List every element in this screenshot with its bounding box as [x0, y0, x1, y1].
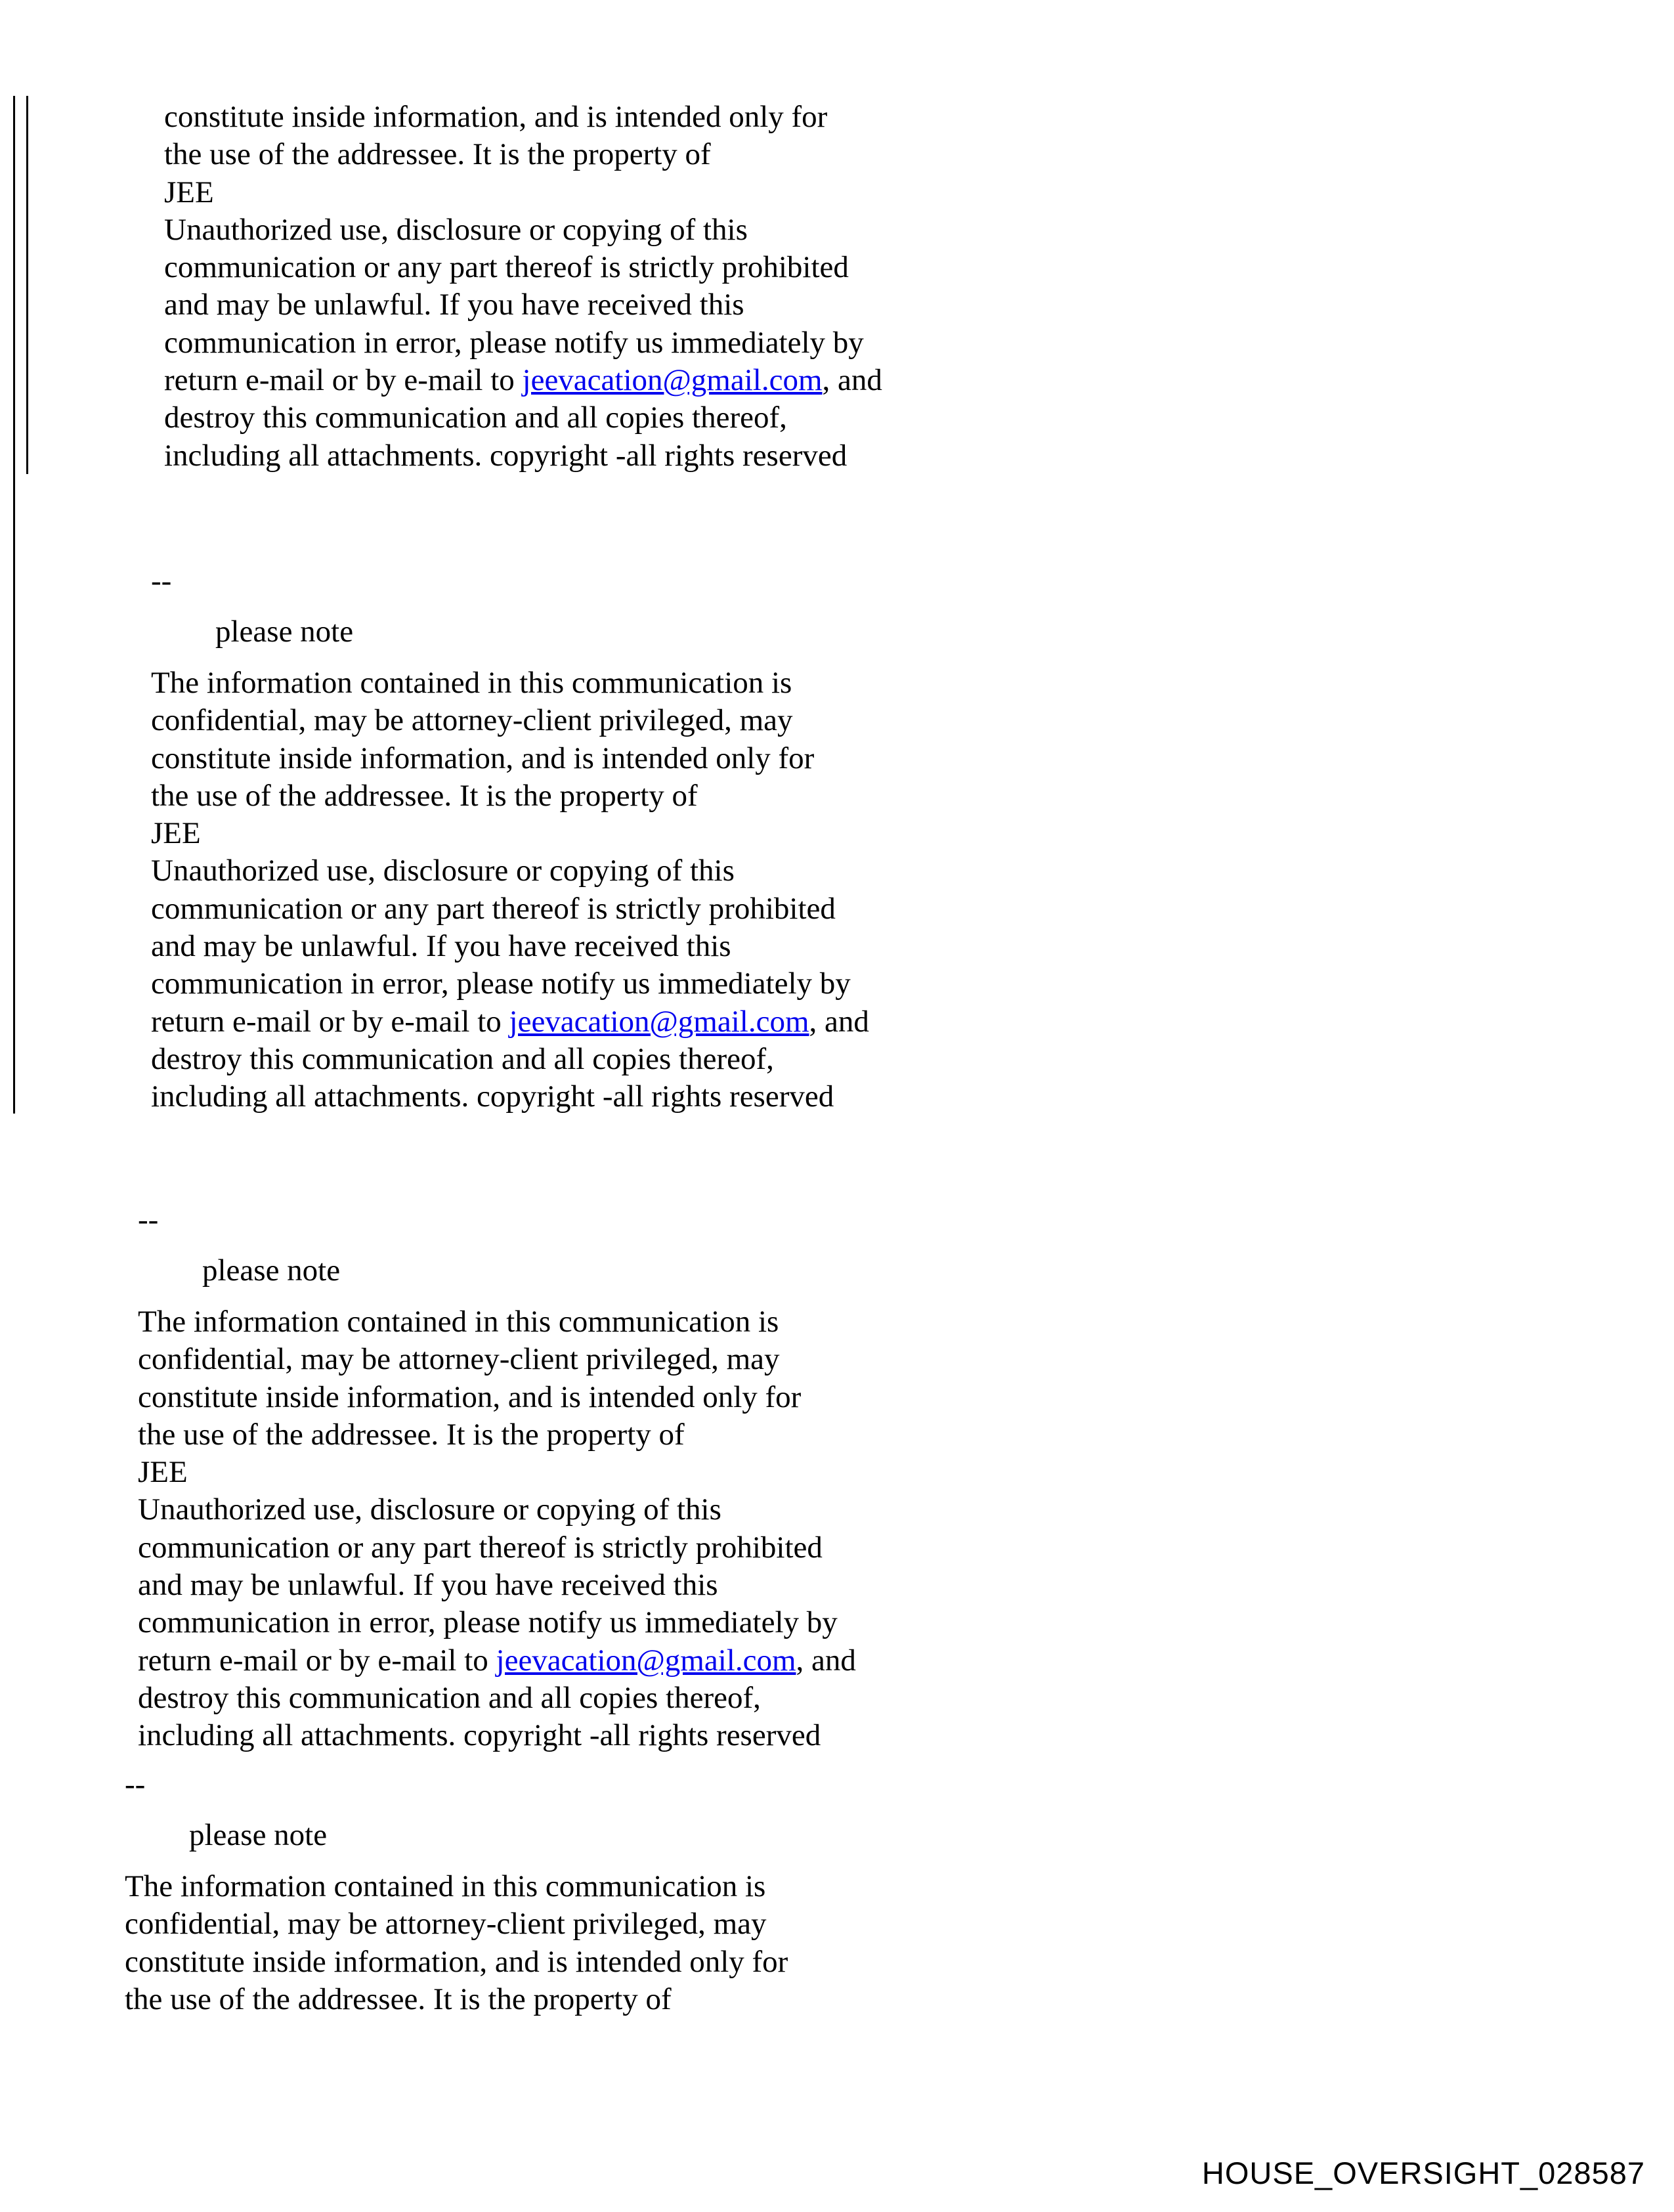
please-note-heading: please note	[202, 1253, 341, 1288]
please-note-heading: please note	[215, 615, 354, 649]
signature-separator: --	[138, 1203, 159, 1237]
disclaimer-line: The information contained in this communication is	[125, 1869, 766, 1903]
disclaimer-line: confidential, may be attorney-client privileged, may	[151, 703, 793, 738]
disclaimer-line: JEE	[151, 816, 201, 851]
disclaimer-line: confidential, may be attorney-client privileged, may	[125, 1907, 767, 1941]
disclaimer-line: destroy this communication and all copies thereof,	[151, 1041, 774, 1076]
disclaimer-line: the use of the addressee. It is the property of	[125, 1982, 672, 2016]
quote-bar-inner	[26, 96, 28, 474]
return-email-line	[151, 1003, 869, 1041]
disclaimer-line: constitute inside information, and is intended only for	[164, 100, 828, 134]
disclaimer-line: the use of the addressee. It is the property of	[164, 137, 711, 172]
return-email-line	[138, 1642, 856, 1680]
signature-separator: --	[125, 1767, 146, 1802]
disclaimer-line: the use of the addressee. It is the property of	[138, 1417, 685, 1452]
disclaimer-line: JEE	[138, 1455, 188, 1490]
disclaimer-line: JEE	[164, 175, 214, 209]
disclaimer-line: the use of the addressee. It is the property of	[151, 778, 698, 813]
return-prefix: return e-mail or by e-mail to	[138, 1643, 496, 1678]
email-link[interactable]: jeevacation@gmail.com	[522, 363, 823, 398]
disclaimer-line: constitute inside information, and is intended only for	[138, 1379, 802, 1414]
disclaimer-line: The information contained in this communication is	[138, 1305, 779, 1339]
disclaimer-line: communication in error, please notify us immediately by	[151, 966, 851, 1001]
disclaimer-line: Unauthorized use, disclosure or copying of this	[164, 212, 748, 247]
disclaimer-line: and may be unlawful. If you have received this	[138, 1568, 718, 1603]
disclaimer-line: destroy this communication and all copies thereof,	[164, 401, 787, 435]
disclaimer-line: communication or any part thereof is strictly prohibited	[138, 1530, 823, 1565]
document-id: HOUSE_OVERSIGHT_028587	[1201, 2156, 1645, 2190]
return-prefix: return e-mail or by e-mail to	[151, 1004, 509, 1039]
disclaimer-line: communication or any part thereof is strictly prohibited	[164, 250, 849, 285]
disclaimer-block-2	[151, 664, 869, 1116]
return-suffix: , and	[796, 1643, 856, 1678]
please-note-heading: please note	[189, 1818, 328, 1852]
disclaimer-line: including all attachments. copyright -all rights reserved	[151, 1079, 834, 1114]
return-suffix: , and	[822, 363, 882, 398]
disclaimer-block-3	[138, 1303, 856, 1755]
disclaimer-line: and may be unlawful. If you have received this	[151, 929, 731, 964]
disclaimer-line: confidential, may be attorney-client privileged, may	[138, 1342, 780, 1377]
email-link[interactable]: jeevacation@gmail.com	[509, 1004, 809, 1039]
disclaimer-line: constitute inside information, and is intended only for	[125, 1944, 788, 1979]
disclaimer-line: communication in error, please notify us immediately by	[138, 1605, 838, 1640]
disclaimer-line: and may be unlawful. If you have received this	[164, 288, 744, 322]
disclaimer-block-4	[125, 1868, 788, 2018]
disclaimer-line: Unauthorized use, disclosure or copying of this	[151, 854, 735, 888]
disclaimer-line: constitute inside information, and is intended only for	[151, 741, 815, 775]
return-email-line	[164, 362, 882, 399]
signature-separator: --	[151, 564, 172, 598]
quote-bar-outer	[13, 96, 15, 1114]
return-prefix: return e-mail or by e-mail to	[164, 363, 523, 398]
disclaimer-block-1	[164, 98, 882, 475]
return-suffix: , and	[809, 1004, 869, 1039]
disclaimer-line: The information contained in this communication is	[151, 666, 792, 700]
disclaimer-line: Unauthorized use, disclosure or copying of this	[138, 1492, 721, 1527]
disclaimer-line: including all attachments. copyright -all rights reserved	[138, 1718, 821, 1753]
disclaimer-line: including all attachments. copyright -all rights reserved	[164, 438, 848, 473]
disclaimer-line: communication in error, please notify us immediately by	[164, 325, 864, 360]
disclaimer-line: destroy this communication and all copies thereof,	[138, 1680, 761, 1715]
email-link[interactable]: jeevacation@gmail.com	[496, 1643, 796, 1678]
disclaimer-line: communication or any part thereof is strictly prohibited	[151, 891, 836, 926]
